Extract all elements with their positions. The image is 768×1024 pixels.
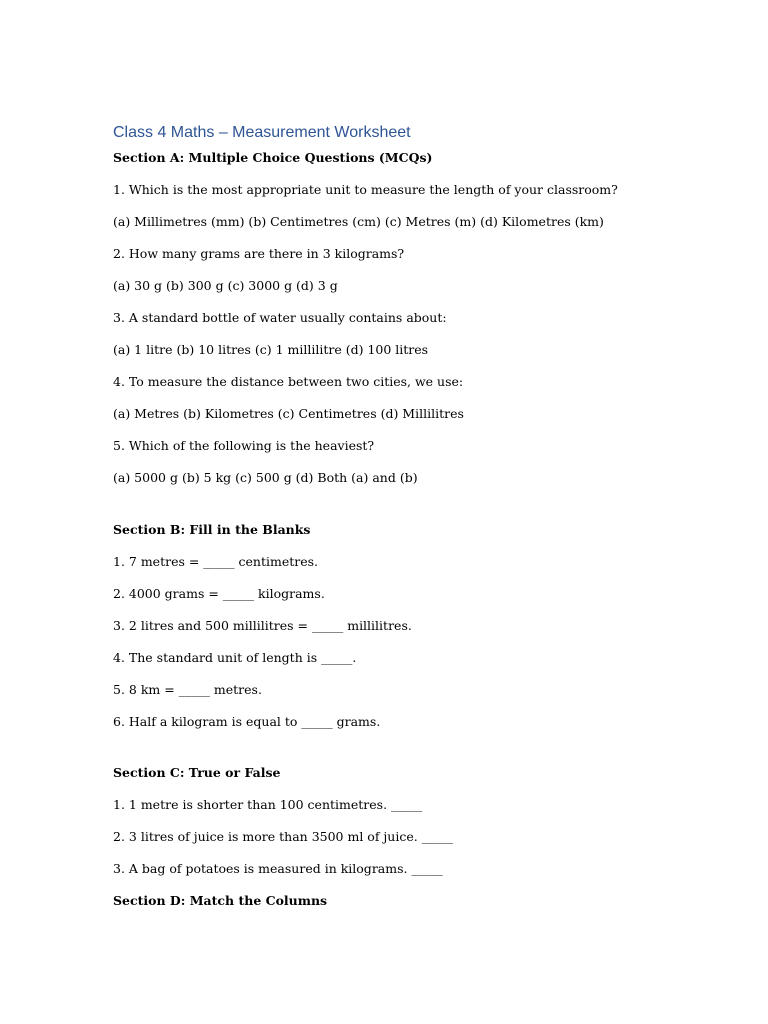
fill-blank-1: 1. 7 metres = _____ centimetres. bbox=[113, 554, 319, 569]
fill-blank-5: 5. 8 km = _____ metres. bbox=[113, 682, 262, 697]
true-false-1: 1. 1 metre is shorter than 100 centimetres. _____ bbox=[113, 797, 423, 812]
fill-blank-3: 3. 2 litres and 500 millilitres = _____ millilitres. bbox=[113, 618, 412, 633]
mcq-options-3: (a) 1 litre (b) 10 litres (c) 1 millilitre (d) 100 litres bbox=[113, 342, 429, 357]
section-b-heading: Section B: Fill in the Blanks bbox=[113, 522, 311, 537]
mcq-options-2: (a) 30 g (b) 300 g (c) 3000 g (d) 3 g bbox=[113, 278, 338, 293]
fill-blank-2: 2. 4000 grams = _____ kilograms. bbox=[113, 586, 325, 601]
section-d-heading: Section D: Match the Columns bbox=[113, 893, 328, 908]
mcq-question-4: 4. To measure the distance between two cities, we use: bbox=[113, 374, 464, 389]
section-a-heading: Section A: Multiple Choice Questions (MCQs) bbox=[113, 150, 433, 165]
mcq-question-3: 3. A standard bottle of water usually contains about: bbox=[113, 310, 447, 325]
section-c-heading: Section C: True or False bbox=[113, 765, 281, 780]
mcq-options-1: (a) Millimetres (mm) (b) Centimetres (cm) (c) Metres (m) (d) Kilometres (km) bbox=[113, 214, 604, 229]
page-title: Class 4 Maths – Measurement Worksheet bbox=[113, 124, 411, 141]
mcq-options-5: (a) 5000 g (b) 5 kg (c) 500 g (d) Both (a) and (b) bbox=[113, 470, 418, 485]
true-false-2: 2. 3 litres of juice is more than 3500 ml of juice. _____ bbox=[113, 829, 453, 844]
fill-blank-4: 4. The standard unit of length is _____. bbox=[113, 650, 357, 665]
mcq-question-1: 1. Which is the most appropriate unit to measure the length of your classroom? bbox=[113, 182, 618, 197]
fill-blank-6: 6. Half a kilogram is equal to _____ grams. bbox=[113, 714, 381, 729]
true-false-3: 3. A bag of potatoes is measured in kilograms. _____ bbox=[113, 861, 443, 876]
mcq-question-5: 5. Which of the following is the heaviest? bbox=[113, 438, 375, 453]
mcq-question-2: 2. How many grams are there in 3 kilograms? bbox=[113, 246, 405, 261]
mcq-options-4: (a) Metres (b) Kilometres (c) Centimetres (d) Millilitres bbox=[113, 406, 464, 421]
